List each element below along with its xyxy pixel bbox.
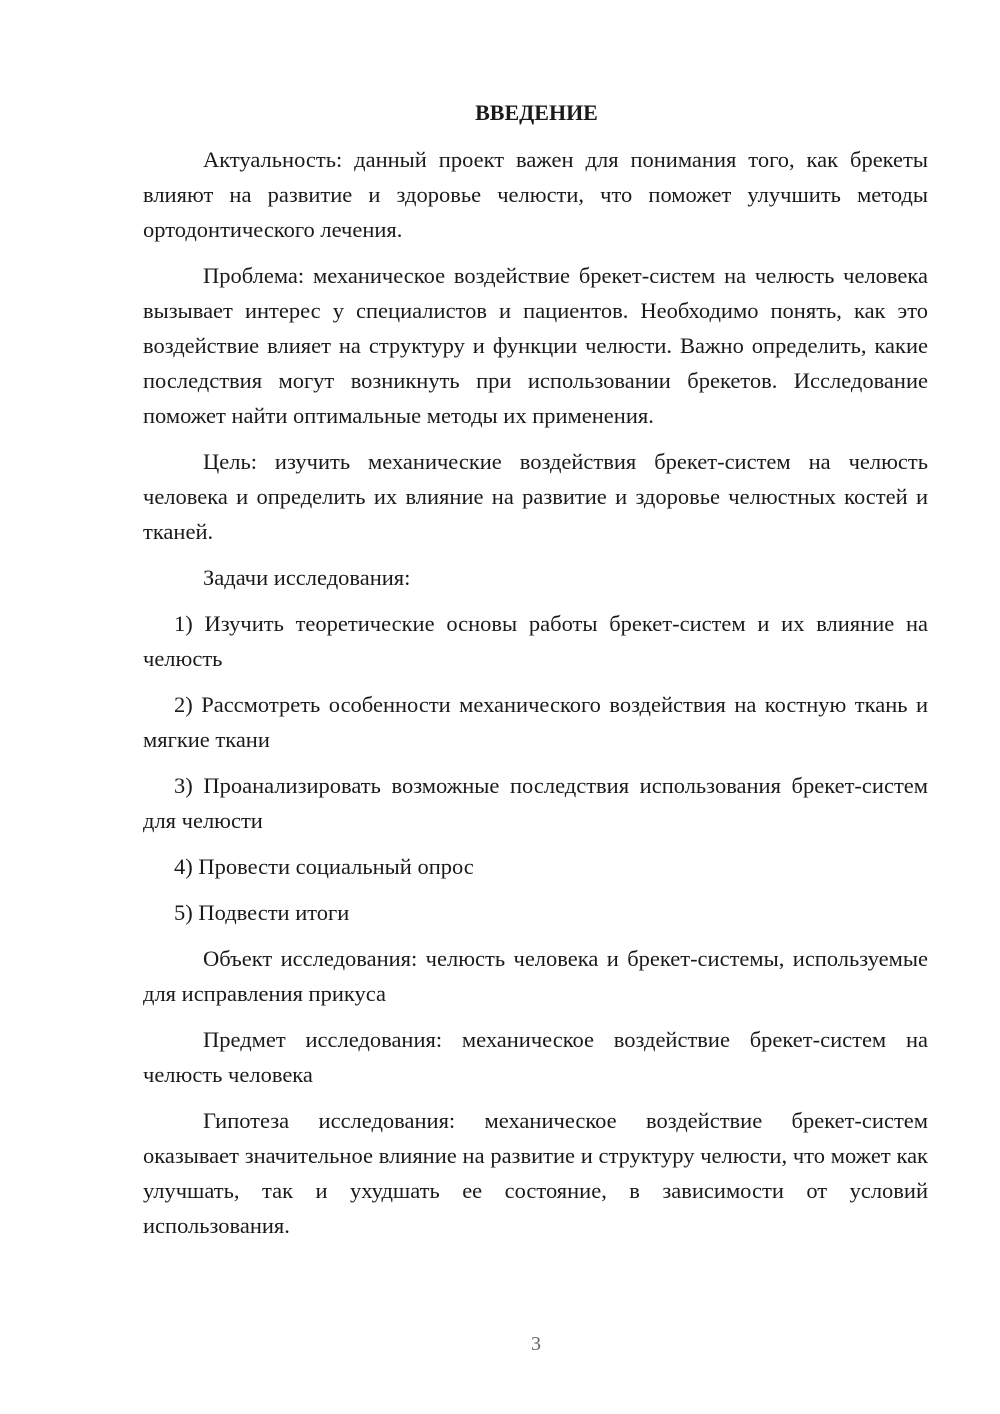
problem-paragraph: Проблема: механическое воздействие брекет-систем на челюсть человека вызывает интерес у специалистов и пациентов. Необходимо понять, как это воздействие влияет на структуру и функции челюсти. Важно определить, какие последствия могут возникнуть при использовании брекетов. Исследование поможет найти оптимальные методы их применения.: [143, 263, 928, 428]
page-title: ВВЕДЕНИЕ: [475, 100, 598, 125]
task-item-5: 5) Подвести итоги: [174, 900, 350, 925]
object-paragraph: Объект исследования: челюсть человека и брекет-системы, используемые для исправления прикуса: [143, 946, 928, 1006]
tasks-heading: Задачи исследования:: [203, 565, 411, 590]
task-item-4: 4) Провести социальный опрос: [174, 854, 474, 879]
subject-paragraph: Предмет исследования: механическое воздействие брекет-систем на челюсть человека: [143, 1027, 928, 1087]
hypothesis-paragraph: Гипотеза исследования: механическое воздействие брекет-систем оказывает значительное влияние на развитие и структуру челюсти, что может как улучшать, так и ухудшать ее состояние, в зависимости от условий использования.: [143, 1108, 928, 1238]
relevance-paragraph: Актуальность: данный проект важен для понимания того, как брекеты влияют на развитие и здоровье челюсти, что поможет улучшить методы ортодонтического лечения.: [143, 147, 928, 242]
page-number: 3: [531, 1333, 541, 1355]
task-item-3: 3) Проанализировать возможные последствия использования брекет-систем для челюсти: [143, 773, 928, 833]
goal-paragraph: Цель: изучить механические воздействия брекет-систем на челюсть человека и определить их влияние на развитие и здоровье челюстных костей и тканей.: [143, 449, 928, 544]
page-content: [143, 95, 928, 1254]
task-item-2: 2) Рассмотреть особенности механического воздействия на костную ткань и мягкие ткани: [143, 692, 928, 752]
task-item-1: 1) Изучить теоретические основы работы брекет-систем и их влияние на челюсть: [143, 611, 928, 671]
